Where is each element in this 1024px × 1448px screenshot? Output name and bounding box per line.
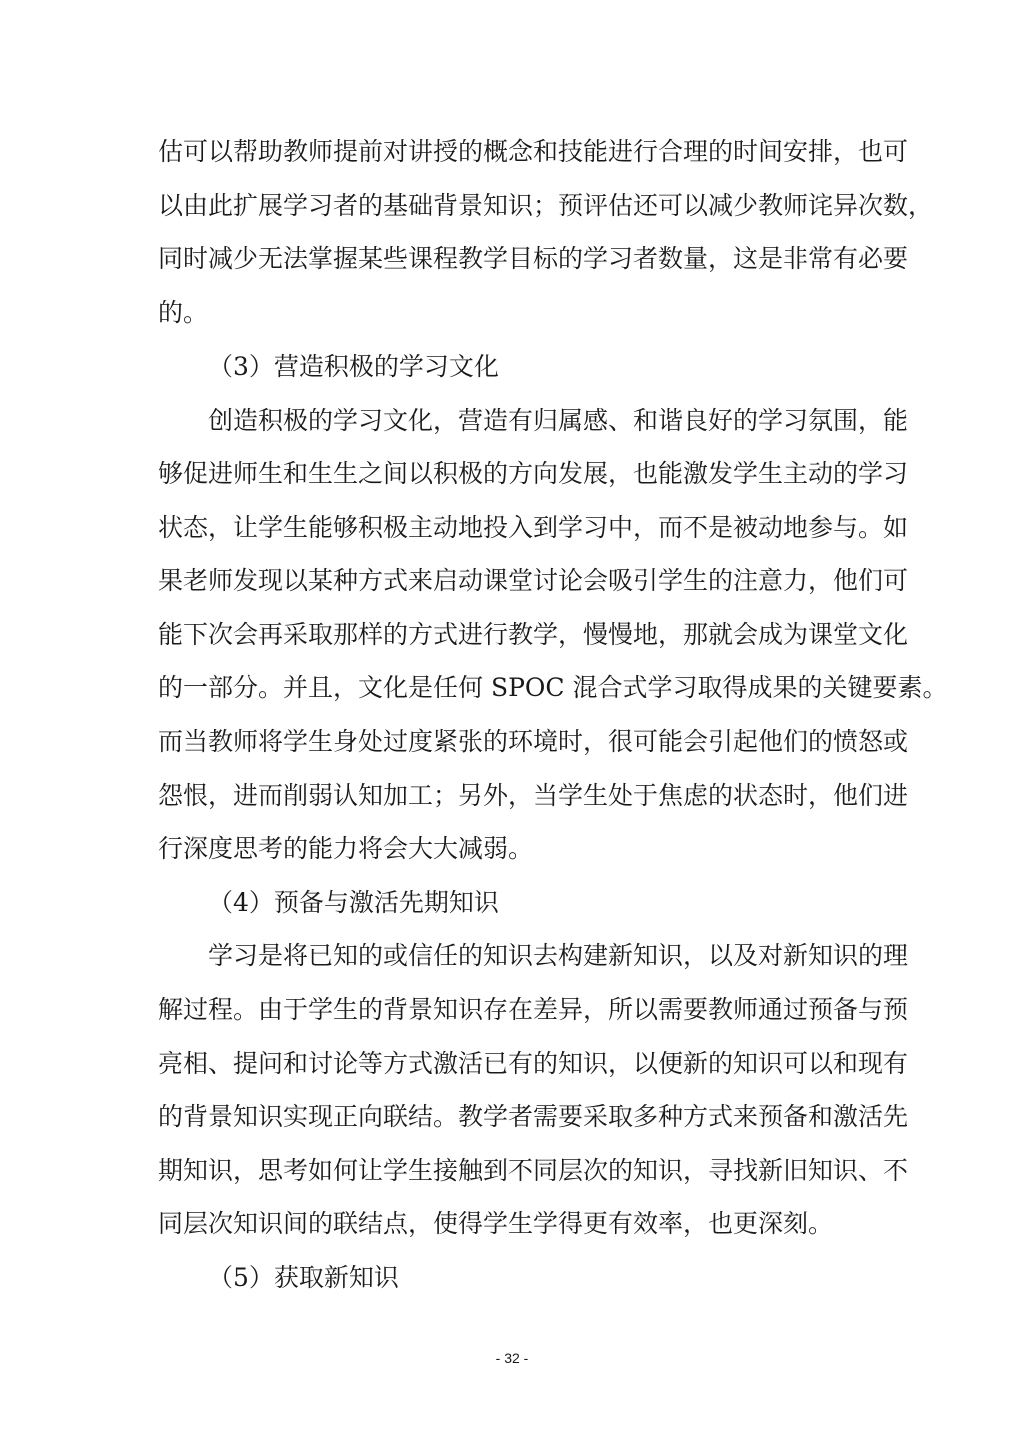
section-heading: （3）营造积极的学习文化 xyxy=(208,352,499,381)
page-number: - 32 - xyxy=(495,1350,529,1366)
paragraph-line: 学习是将已知的或信任的知识去构建新知识，以及对新知识的理 xyxy=(208,941,909,970)
paragraph-line: 而当教师将学生身处过度紧张的环境时，很可能会引起他们的愤怒或 xyxy=(158,727,909,756)
paragraph-line: 怨恨，进而削弱认知加工；另外，当学生处于焦虑的状态时，他们进 xyxy=(158,781,909,810)
paragraph-line: 估可以帮助教师提前对讲授的概念和技能进行合理的时间安排，也可 xyxy=(158,137,909,166)
paragraph-line: 的背景知识实现正向联结。教学者需要采取多种方式来预备和激活先 xyxy=(158,1102,909,1131)
paragraph-line: 够促进师生和生生之间以积极的方向发展，也能激发学生主动的学习 xyxy=(158,459,909,488)
paragraph-line: 果老师发现以某种方式来启动课堂讨论会吸引学生的注意力，他们可 xyxy=(158,566,909,595)
section-heading: （5）获取新知识 xyxy=(208,1263,399,1292)
paragraph-line: 期知识，思考如何让学生接触到不同层次的知识，寻找新旧知识、不 xyxy=(158,1156,909,1185)
paragraph-line: 行深度思考的能力将会大大减弱。 xyxy=(158,834,534,863)
paragraph-line: 解过程。由于学生的背景知识存在差异，所以需要教师通过预备与预 xyxy=(158,995,909,1024)
paragraph-line: 创造积极的学习文化，营造有归属感、和谐良好的学习氛围，能 xyxy=(208,406,909,435)
paragraph-line: 状态，让学生能够积极主动地投入到学习中，而不是被动地参与。如 xyxy=(158,513,909,542)
paragraph-line: 以由此扩展学习者的基础背景知识；预评估还可以减少教师诧异次数， xyxy=(158,191,934,220)
paragraph-line: 亮相、提问和讨论等方式激活已有的知识，以便新的知识可以和现有 xyxy=(158,1049,909,1078)
paragraph-line: 同层次知识间的联结点，使得学生学得更有效率，也更深刻。 xyxy=(158,1209,834,1238)
paragraph-line: 能下次会再采取那样的方式进行教学，慢慢地，那就会成为课堂文化 xyxy=(158,620,909,649)
paragraph-line: 同时减少无法掌握某些课程教学目标的学习者数量，这是非常有必要 xyxy=(158,244,909,273)
section-heading: （4）预备与激活先期知识 xyxy=(208,888,499,917)
paragraph-line: 的一部分。并且，文化是任何 SPOC 混合式学习取得成果的关键要素。 xyxy=(158,673,948,702)
paragraph-line: 的。 xyxy=(158,298,209,327)
